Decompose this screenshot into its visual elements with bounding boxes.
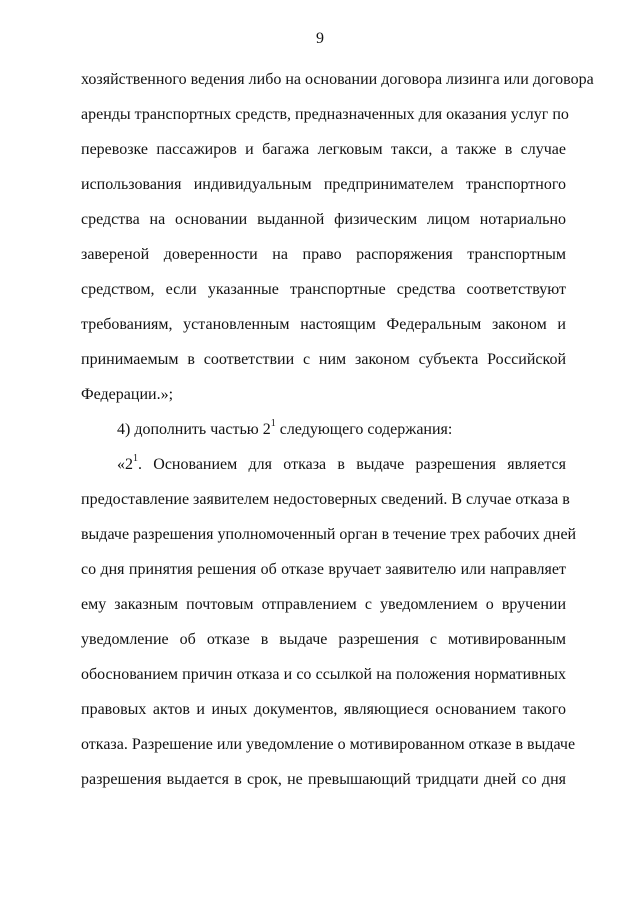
paragraph-1-line-2: аренды транспортных средств, предназначенных для оказания услуг по — [81, 106, 569, 123]
paragraph-1-line-7: средством, если указанные транспортные средства соответствуют — [81, 281, 566, 298]
item-4-text-rest: следующего содержания: — [275, 421, 453, 438]
paragraph-1-line-10: Федерации.»; — [81, 386, 174, 403]
paragraph-1-line-6: завереной доверенности на право распоряжения транспортным — [81, 246, 566, 263]
quote-line-9: отказа. Разрешение или уведомление о мотивированном отказе в выдаче — [81, 736, 576, 753]
item-4-line — [117, 417, 566, 440]
quote-line-8: правовых актов и иных документов, являющиеся основанием такого — [81, 701, 566, 718]
quote-line-7: обоснованием причин отказа и со ссылкой на положения нормативных — [81, 666, 566, 683]
quote-line-6: уведомление об отказе в выдаче разрешения с мотивированным — [81, 631, 566, 648]
paragraph-1-line-9: принимаемым в соответствии с ним законом субъекта Российской — [81, 351, 566, 368]
quote-line-1 — [117, 452, 566, 475]
quote-line-2: предоставление заявителем недостоверных сведений. В случае отказа в — [81, 491, 570, 508]
paragraph-1-line-5: средства на основании выданной физическим лицом нотариально — [81, 211, 566, 228]
quote-line-4: со дня принятия решения об отказе вручает заявителю или направляет — [81, 561, 566, 578]
quote-first-rest: . Основанием для отказа в выдаче разрешения является — [138, 456, 566, 473]
paragraph-1-line-8: требованиям, установленным настоящим Федеральным законом и — [81, 316, 566, 333]
paragraph-1-line-3: перевозке пассажиров и багажа легковым такси, а также в случае — [81, 141, 566, 158]
quote-superscript: 1 — [133, 452, 138, 464]
paragraph-1-line-4: использования индивидуальным предпринимателем транспортного — [81, 176, 566, 193]
quote-line-3: выдаче разрешения уполномоченный орган в течение трех рабочих дней — [81, 526, 577, 543]
page-number: 9 — [316, 30, 324, 47]
quote-line-5: ему заказным почтовым отправлением с уведомлением о вручении — [81, 596, 566, 613]
paragraph-1-line-1: хозяйственного ведения либо на основании договора лизинга или договора — [81, 71, 594, 88]
item-4-text: 4) дополнить частью 2 — [117, 421, 271, 438]
item-4-superscript: 1 — [270, 417, 276, 429]
quote-open: «2 — [117, 456, 133, 473]
quote-line-10: разрешения выдается в срок, не превышающий тридцати дней со дня — [81, 771, 566, 788]
